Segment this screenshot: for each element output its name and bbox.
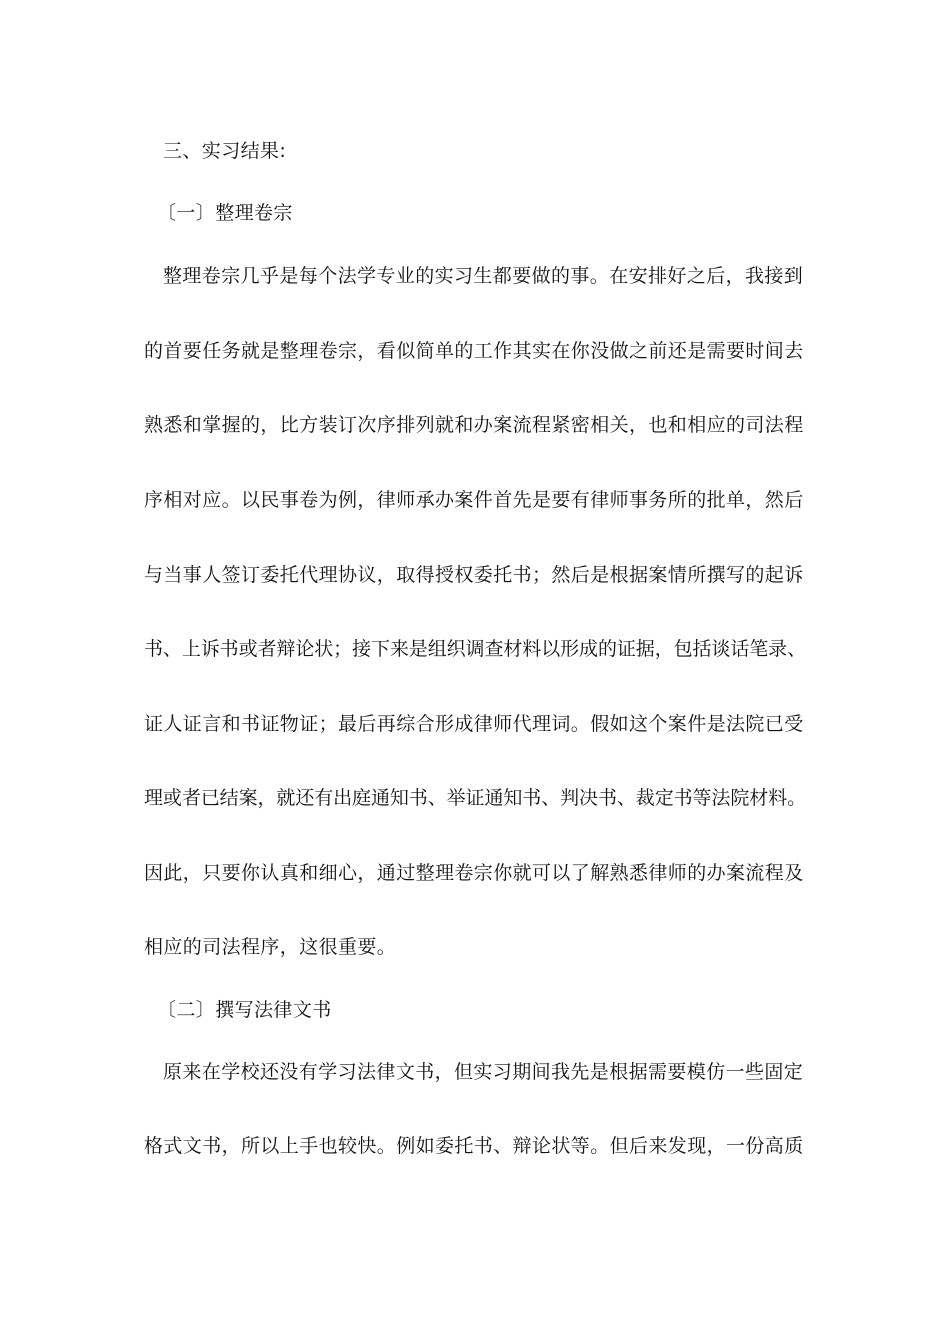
paragraph-line: 书、上诉书或者辩论状；接下来是组织调查材料以形成的证据，包括谈话笔录、 — [144, 638, 807, 660]
subsection-heading-2: 〔二〕撰写法律文书 — [157, 999, 332, 1021]
paragraph-line: 格式文书，所以上手也较快。例如委托书、辩论状等。但后来发现，一份高质 — [144, 1135, 804, 1157]
paragraph-line: 相应的司法程序，这很重要。 — [144, 936, 397, 958]
paragraph-line: 熟悉和掌握的，比方装订次序排列就和办案流程紧密相关，也和相应的司法程 — [144, 414, 804, 436]
paragraph-line: 的首要任务就是整理卷宗，看似简单的工作其实在你没做之前还是需要时间去 — [144, 340, 804, 362]
paragraph-line: 与当事人签订委托代理协议，取得授权委托书；然后是根据案情所撰写的起诉 — [144, 564, 804, 586]
subsection-heading-1: 〔一〕整理卷宗 — [157, 202, 293, 224]
paragraph-line: 原来在学校还没有学习法律文书，但实习期间我先是根据需要模仿一些固定 — [163, 1061, 804, 1083]
paragraph-line: 因此，只要你认真和细心，通过整理卷宗你就可以了解熟悉律师的办案流程及 — [144, 862, 804, 884]
section-heading: 三、实习结果: — [163, 140, 287, 162]
paragraph-line: 序相对应。以民事卷为例，律师承办案件首先是要有律师事务所的批单，然后 — [144, 489, 804, 511]
paragraph-line: 理或者已结案，就还有出庭通知书、举证通知书、判决书、裁定书等法院材料。 — [144, 787, 807, 809]
paragraph-line: 整理卷宗几乎是每个法学专业的实习生都要做的事。在安排好之后，我接到 — [163, 265, 804, 287]
paragraph-line: 证人证言和书证物证；最后再综合形成律师代理词。假如这个案件是法院已受 — [144, 713, 804, 735]
